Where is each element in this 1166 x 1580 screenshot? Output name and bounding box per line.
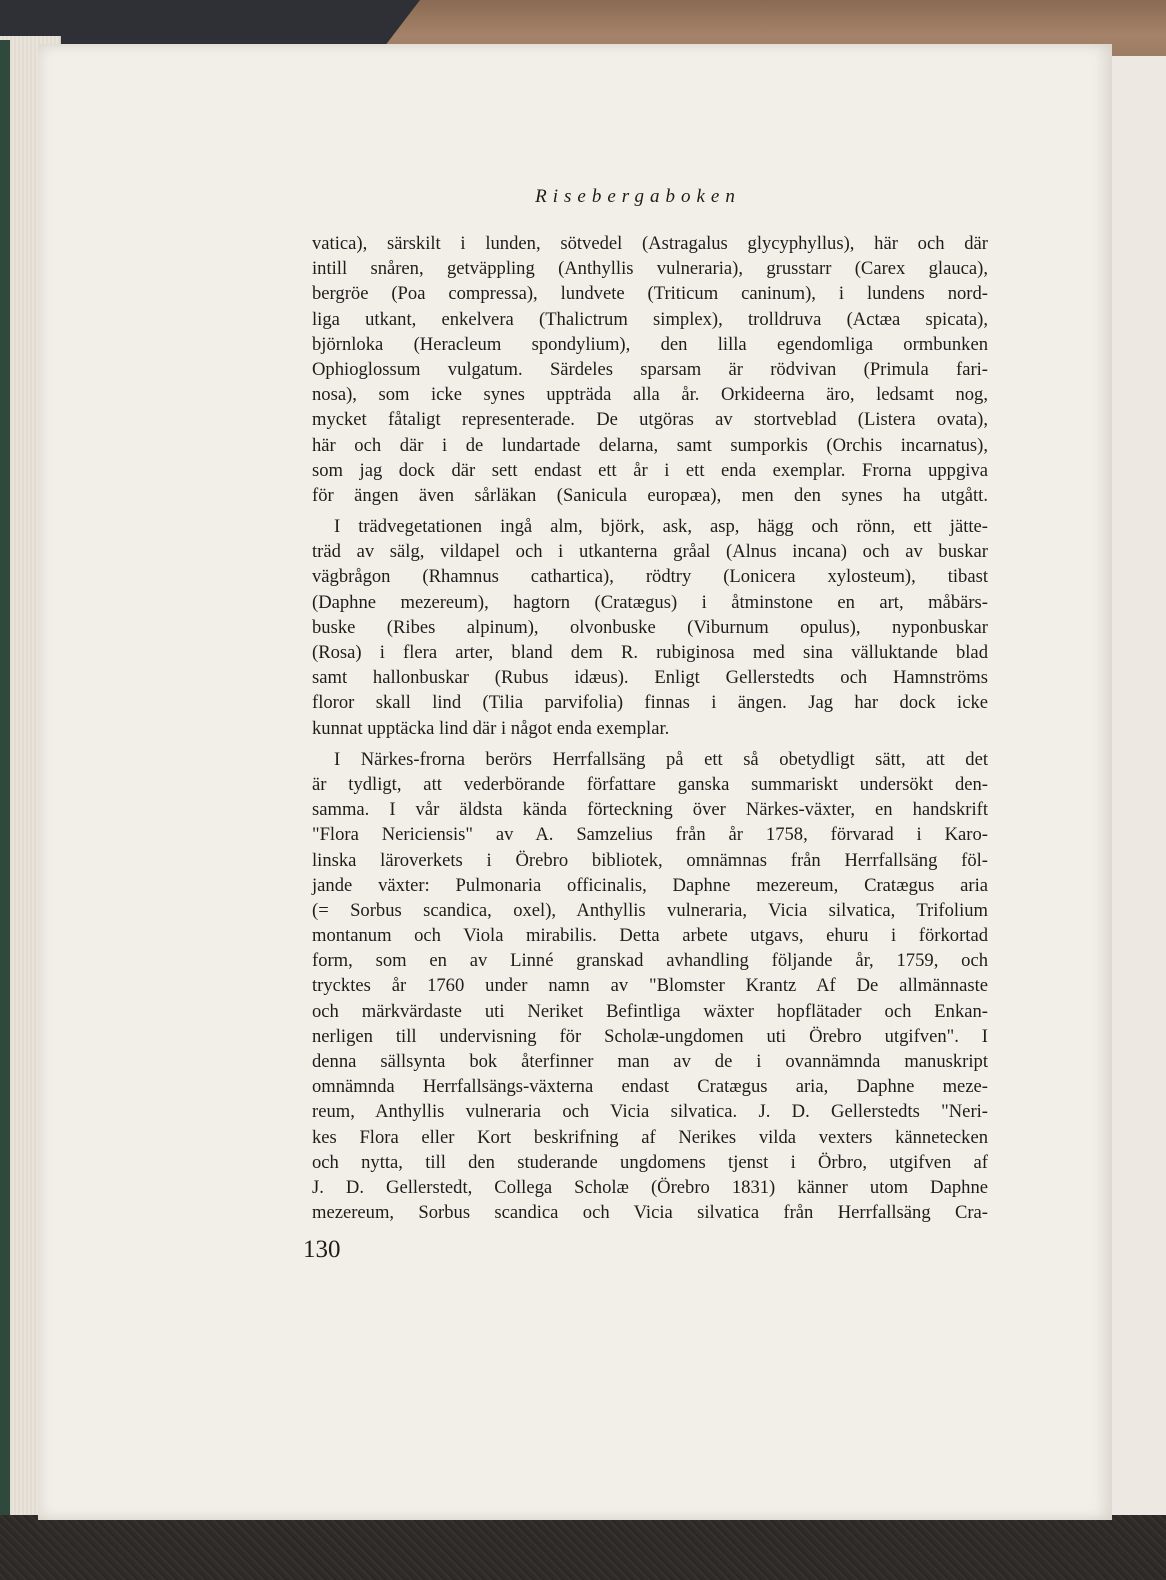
text-line: reum, Anthyllis vulneraria och Vicia silvatica. J. D. Gellerstedts "Neri- <box>312 1101 988 1123</box>
text-line: vatica), särskilt i lunden, sötvedel (Astragalus glycyphyllus), här och där <box>312 233 988 254</box>
text-line: kes Flora eller Kort beskrifning af Nerikes vilda vexters kännetecken <box>312 1126 988 1148</box>
text-line: montanum och Viola mirabilis. Detta arbete utgavs, ehuru i förkortad <box>312 925 988 947</box>
text-line: denna sällsynta bok återfinner man av de i ovannämnda manuskript <box>312 1051 988 1072</box>
text-line: J. D. Gellerstedt, Collega Scholæ (Örebro 1831) känner utom Daphne <box>312 1176 988 1198</box>
text-line: är tydligt, att vederbörande författare ganska summariskt undersökt den- <box>312 773 988 795</box>
text-line: för ängen även sårläkan (Sanicula europæa), men den synes ha utgått. <box>312 484 988 506</box>
text-line: I Närkes-frorna berörs Herrfallsäng på ett så obetydligt sätt, att det <box>334 748 988 770</box>
text-line: samt hallonbuskar (Rubus idæus). Enligt Gellerstedts och Hamnströms <box>312 667 988 689</box>
text-line: (Rosa) i flera arter, bland dem R. rubiginosa med sina välluktande blad <box>312 642 988 663</box>
text-line: jande växter: Pulmonaria officinalis, Daphne mezereum, Cratægus aria <box>312 874 988 896</box>
text-line: I trädvegetationen ingå alm, björk, ask, asp, hägg och rönn, ett jätte- <box>334 516 988 538</box>
text-line: bergröe (Poa compressa), lundvete (Triticum caninum), i lundens nord- <box>312 283 988 305</box>
text-line: och nytta, till den studerande ungdomens tjenst i Örbro, utgifven af <box>312 1151 988 1173</box>
book-cover-corner <box>0 0 420 44</box>
text-line: intill snåren, getväppling (Anthyllis vulneraria), grusstarr (Carex glauca), <box>312 258 988 280</box>
text-line: (Daphne mezereum), hagtorn (Cratægus) i åtminstone en art, måbärs- <box>312 591 988 613</box>
page-number: 130 <box>303 1236 341 1263</box>
text-line: kunnat upptäcka lind där i något enda exemplar. <box>312 717 670 739</box>
text-line: och märkvärdaste uti Neriket Befintliga wäxter hopflätader och Enkan- <box>312 1000 988 1022</box>
text-line: samma. I vår äldsta kända förteckning över Närkes-växter, en handskrift <box>312 799 988 821</box>
text-line: nosa), som icke synes uppträda alla år. Orkideerna äro, ledsamt nog, <box>312 384 988 406</box>
text-line: buske (Ribes alpinum), olvonbuske (Viburnum opulus), nyponbuskar <box>312 616 988 638</box>
text-line: mezereum, Sorbus scandica och Vicia silvatica från Herrfallsäng Cra- <box>312 1202 988 1224</box>
text-line: Ophioglossum vulgatum. Särdeles sparsam är rödvivan (Primula fari- <box>312 358 988 380</box>
text-line: trycktes år 1760 under namn av "Blomster Krantz Af De allmännaste <box>312 975 988 997</box>
text-line: "Flora Nericiensis" av A. Samzelius från år 1758, förvarad i Karo- <box>312 824 988 846</box>
text-line: floror skall lind (Tilia parvifolia) finnas i ängen. Jag har dock icke <box>312 692 988 714</box>
text-line: som jag dock där sett endast ett år i ett enda exemplar. Frorna uppgiva <box>312 459 988 481</box>
background-cloth <box>0 1515 1166 1580</box>
text-line: nerligen till undervisning för Scholæ-ungdomen uti Örebro utgifven". I <box>312 1025 988 1047</box>
body-text <box>312 231 988 1225</box>
text-line: liga utkant, enkelvera (Thalictrum simplex), trolldruva (Actæa spicata), <box>312 308 988 330</box>
running-head: Risebergaboken <box>535 186 741 207</box>
text-line: mycket fåtaligt representerade. De utgöras av stortveblad (Listera ovata), <box>312 409 988 431</box>
text-line: björnloka (Heracleum spondylium), den lilla egendomliga ormbunken <box>312 333 988 355</box>
text-line: här och där i de lundartade delarna, samt sumporkis (Orchis incarnatus), <box>312 434 988 456</box>
facing-page <box>1110 56 1166 1526</box>
text-line: vägbrågon (Rhamnus cathartica), rödtry (Lonicera xylosteum), tibast <box>312 566 988 588</box>
text-line: form, som en av Linné granskad avhandling följande år, 1759, och <box>312 950 988 972</box>
text-line: (= Sorbus scandica, oxel), Anthyllis vulneraria, Vicia silvatica, Trifolium <box>312 899 988 921</box>
text-line: omnämnda Herrfallsängs-växterna endast Cratægus aria, Daphne meze- <box>312 1076 988 1098</box>
binding-spine <box>0 40 10 1520</box>
text-line: träd av sälg, vildapel och i utkanterna gråal (Alnus incana) och av buskar <box>312 541 988 563</box>
text-line: linska läroverkets i Örebro bibliotek, omnämnas från Herrfallsäng föl- <box>312 849 988 871</box>
